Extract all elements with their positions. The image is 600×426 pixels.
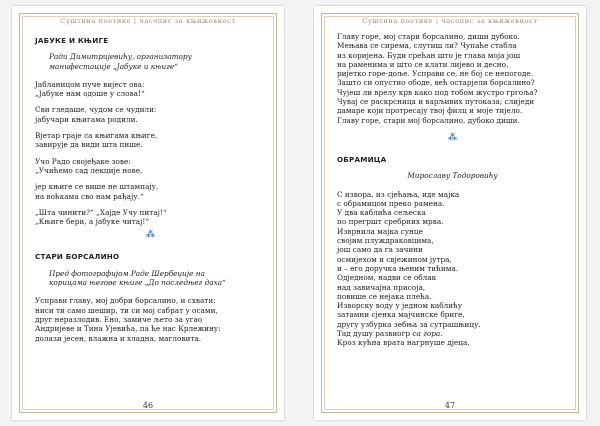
poem-title: СТАРИ БОРСАЛИНО [35,252,120,262]
poem-dedication: Пред фотографијом Раде Шербеџије на корицама његове књиге „До последњег даха“ [49,268,226,288]
poem-line: „Шта чинити?“ „Хајде Учу питај!“ [35,207,167,217]
running-head: Суштина поетике | часопис за књижевност [362,17,538,25]
poem-line: Кроз кућна врата нагрнуше дјеца, [337,338,470,348]
poem-line: друг неразлодив. Ено, замиче љето за угао [35,314,203,324]
poem-line: с обрамицом преко рамена. [337,198,445,208]
poem-line: по прегршт сребрних мрва. [337,217,444,227]
poem-line: Чујеш ли врелу крв како под тобом жустро гргоља? [337,87,538,97]
right-page-content [337,32,568,348]
poem-lines [35,296,266,342]
left-page-content [35,36,266,343]
poem-dedication: Мирославу Тодоровићу [407,171,498,181]
poem-line: Мењава се сирема, слутиш ли? Чупаће стабла [337,41,517,51]
poem-line: Вјетар граје са књигама књиге, [35,131,158,141]
poem-line: ниси ти само шешир, ти си мој сабрат у осами, [35,305,218,315]
poem-line: из коријена. Буди срећан што је глава моја још [337,50,521,60]
poem-line: својим плуждраковцима, [337,236,434,246]
poem-line: осмијехом и свјежином јутра, [337,254,452,264]
right-page [314,6,586,420]
poem-line: ријетко горе-доље. Усправи се, не бој се непогоде. [337,69,534,79]
poem-line: на раменима и што се клати лијево и десно, [337,59,509,69]
poem-lines [35,80,266,227]
running-head: Суштина поетике | часопис за књижевност [60,17,236,25]
poem-line: дамаре који протресају твој филц и моје тијело. [337,106,523,116]
poem-line: долази јесен, влажна и хладна, магловита. [35,333,202,343]
poem-line: повише се нејака плећа. [337,291,432,301]
poem-line: и – его доручка њеним тићима. [337,263,459,273]
poem-line: Тад душу развиогр са гора. [337,329,443,339]
ornament-icon: ⁂ [146,230,155,241]
poem-title: ОБРАМИЦА [337,154,387,164]
poem-line: „Књиге бери, а јабуке читај!“ [35,217,150,227]
poem-line: С извора, из сјећања, иде мајка [337,189,460,199]
poem-line: Изворску воду у једном каблићу [337,301,463,311]
page-number: 46 [142,401,154,410]
poem-line: „Учићемо сад лекције нове, [35,165,143,175]
poem-lines [337,32,568,125]
poem-line: „Јабуке нам одоше у слова!“ [35,89,145,99]
poem-line: Учо Радо својеђаке зове: [35,156,131,166]
poem-line: Чувај се раскрсница и варљивих путоказа; слиједи [337,97,535,107]
poem-line: јер књиге се више не штампају, [35,182,159,192]
poem-line: Зашто си опустио ободе, већ остарјели борсалино? [337,78,535,88]
poem-title: ЈАБУКЕ И КЊИГЕ [35,36,109,45]
poem-line: Главу горе, мој стари борсалино, диши дубоко. [337,32,520,41]
page-number: 47 [444,401,456,410]
poem-line: Сви гледаше, чудом се чудили: [35,105,157,115]
poem-line: Јабланицом пуче вијест ова: [35,79,145,89]
poem-line: на воћкама сво нам рађају.“ [35,191,144,201]
ornament-icon: ⁂ [448,132,457,143]
poem-line: јабучари књигама родили. [35,114,138,124]
poem-line: над завичајна присоја, [337,282,426,292]
poem-line: Изврнила мајка сунце [337,226,423,236]
poem-line: Андријеве и Тина Ујевића, па ће нас Крлежину: [35,324,221,334]
poem-line: Одједном, надви се облак [337,273,437,283]
poem-line: другу узбурка зебња за сутрашњицу. [337,319,481,329]
poem-line: завирује да види шта пише. [35,140,143,150]
poem-lines [337,190,568,329]
poem-dedication: Ради Димитријевићу, организатору манифестације „Јабуке и књиге“ [49,52,192,71]
poem-line: затамни сјенка мајчинске бриге, [337,310,465,320]
poem-line: Усправи главу, мој добри борсалино, и схвати: [35,296,216,306]
poem-line: још само да га зачини [337,245,423,255]
left-page [12,6,284,420]
poem-line: У два каблића сељеска [337,208,426,218]
poem-line: Главу горе, стари мој борсалино, дубоко диши. [337,115,520,125]
